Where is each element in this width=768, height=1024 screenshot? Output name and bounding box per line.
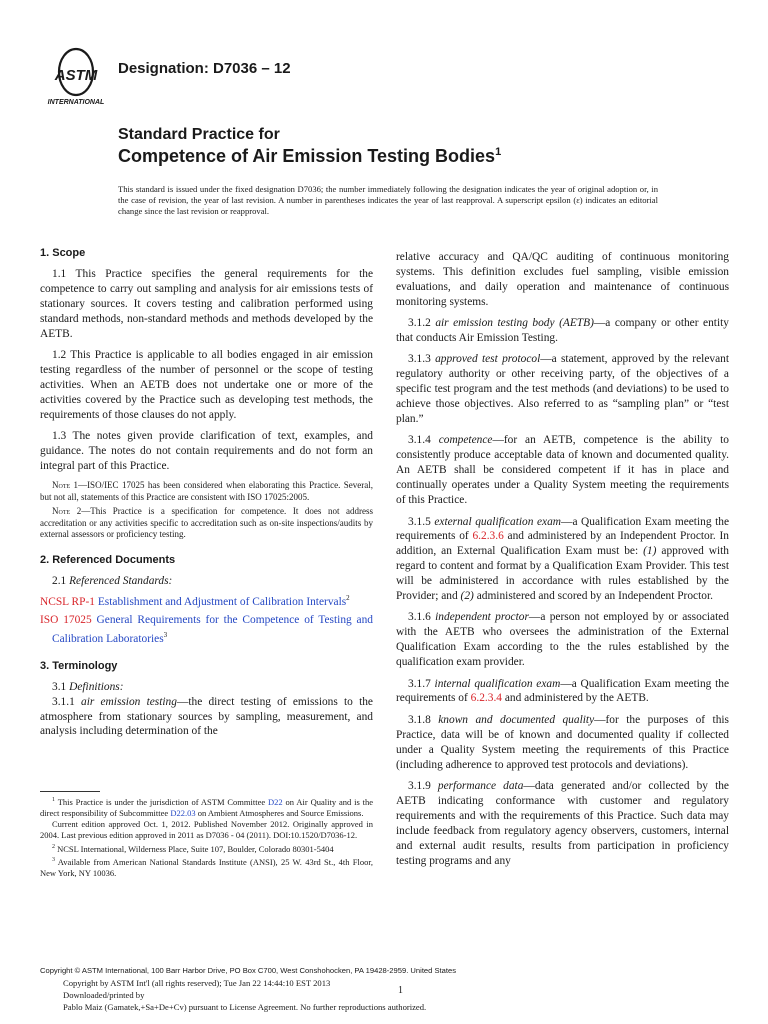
definition-term: air emission testing body (AETB) xyxy=(435,317,594,330)
paragraph-number: 3.1.8 xyxy=(408,713,439,726)
reference-footnote-marker: 3 xyxy=(163,631,168,640)
footnote-marker: 1 xyxy=(52,797,55,803)
paragraph-1-2: 1.2 This Practice is applicable to all bodies engaged in air emission testing regardless of the number of personnel or the scope of testing activities. When an AETB does not undertake one or more of the activities covered by the Practice such as developing test methods, the requirements of those clauses do not apply. xyxy=(40,348,373,421)
paragraph-number: 3.1.3 xyxy=(408,353,436,366)
section-link-6-2-3-4[interactable]: 6.2.3.4 xyxy=(470,692,502,705)
paragraph-2-1 xyxy=(40,574,373,589)
download-line-2: Downloaded/printed by xyxy=(63,989,145,1000)
definition-term: internal qualification exam xyxy=(434,677,561,690)
definition-3-1-4 xyxy=(396,433,729,508)
definition-3-1-9 xyxy=(396,779,729,868)
left-column xyxy=(40,246,373,746)
designation: Designation: D7036 – 12 xyxy=(118,60,291,77)
section-heading-referenced-documents: 2. Referenced Documents xyxy=(40,553,176,566)
definition-text: —a company or other entity that conducts Air Emission Testing. xyxy=(396,317,729,345)
title-line-2 xyxy=(118,146,501,167)
footnote-marker: 3 xyxy=(52,856,55,863)
page-number: 1 xyxy=(398,985,403,996)
definition-text: —data generated and/or collected by the AETB indicating conformance with customer and regulatory requirements and with the requirements of this Practice. Such data may include feedback from regulatory agency observers, customers, internal and external audit results, results from participation in proficiency testing programs and any xyxy=(396,780,729,867)
definition-text: —a Qualification Exam meeting the requirements of xyxy=(396,677,729,705)
reference-footnote-marker: 2 xyxy=(346,593,350,602)
definition-text: administered and scored by an Independent Proctor. xyxy=(473,590,713,603)
definition-3-1-1 xyxy=(40,695,373,740)
definition-text: approved with regard to content and format by a Qualification Exam Provider. This test will be administered in accordance with rules established by the Provider; and xyxy=(396,545,729,603)
footnote-text: on Ambient Atmospheres and Source Emissions. xyxy=(195,808,364,819)
definition-3-1-7 xyxy=(396,677,729,707)
logo-subtext: INTERNATIONAL xyxy=(47,99,105,106)
definition-term: independent proctor xyxy=(435,611,529,624)
footnote-text: This Practice is under the jurisdiction of ASTM Committee xyxy=(55,796,269,807)
title-footnote-marker: 1 xyxy=(495,146,502,158)
paragraph-3-1 xyxy=(40,680,373,695)
definition-text: —a statement, approved by the relevant regulatory authority or other receiving party, of the objectives of a specific test program and the test methods (and deviations) to be used to achieve those objectives. Also referred to as “sampling plan” or “test plan.” xyxy=(396,353,729,426)
definition-3-1-1-continued: relative accuracy and QA/QC auditing of continuous monitoring systems. This definition excludes fuel sampling, visible emission evaluations, and daily operation and maintenance of continuous monitoring systems. xyxy=(396,251,729,308)
right-column xyxy=(396,250,729,875)
paragraph-number: 2.1 xyxy=(52,574,70,587)
subcommittee-link-d22-03[interactable]: D22.03 xyxy=(170,808,196,819)
paragraph-number: 3.1 xyxy=(52,680,70,693)
paragraph-number: 3.1.5 xyxy=(408,515,435,528)
list-marker: (1) xyxy=(643,545,657,558)
section-link-6-2-3-6[interactable]: 6.2.3.6 xyxy=(472,530,504,543)
standard-notice: This standard is issued under the fixed designation D7036; the number immediately following the designation indicates the year of original adoption or, in the case of revision, the year of last revision. A number in parentheses indicates the year of last reapproval. A superscript epsilon (ε) indicates an editorial change since the last revision or reapproval. xyxy=(118,184,658,216)
note-2 xyxy=(40,506,373,541)
definition-3-1-8 xyxy=(396,713,729,773)
note-1-label: Note 1 xyxy=(52,480,79,491)
footnote-2 xyxy=(40,842,373,855)
paragraph-term: Referenced Standards: xyxy=(69,574,173,587)
paragraph-1-1: 1.1 This Practice specifies the general requirements for the competence to carry out sampling and analysis for air emissions tests of stationary sources. It covers testing and calibration performed using standard methods, non-standard methods and methods developed by the AETB. xyxy=(40,267,373,340)
footnote-1 xyxy=(40,795,373,819)
reference-ncsl-rp1 xyxy=(40,591,373,610)
definition-3-1-5 xyxy=(396,515,729,604)
reference-code-link[interactable]: ISO 17025 xyxy=(40,614,92,627)
definition-term: approved test protocol xyxy=(435,353,541,366)
committee-link-d22[interactable]: D22 xyxy=(268,796,283,807)
section-heading-terminology: 3. Terminology xyxy=(40,659,118,672)
note-1 xyxy=(40,480,373,503)
definition-3-1-2 xyxy=(396,316,729,346)
footnote-1-edition: Current edition approved Oct. 1, 2012. Published November 2012. Originally approved in 2004. Last previous edition approved in 2011 as D7036 - 04 (2011). DOI:10.1520/D7036-12. xyxy=(40,819,373,841)
footnote-marker: 2 xyxy=(52,843,55,850)
definition-text: —a Qualification Exam meeting the requirements of xyxy=(396,515,730,543)
list-marker: (2) xyxy=(460,590,474,603)
reference-title-link[interactable]: Establishment and Adjustment of Calibration Intervals xyxy=(97,595,347,608)
definition-3-1-6 xyxy=(396,610,729,670)
footnote-3 xyxy=(40,855,373,879)
astm-logo xyxy=(40,46,112,108)
reference-title-link[interactable]: General Requirements for the Competence of Testing and Calibration Laboratories xyxy=(52,614,373,645)
footnote-text: NCSL International, Wilderness Place, Suite 107, Boulder, Colorado 80301-5404 xyxy=(55,843,334,854)
definition-term: known and documented quality xyxy=(438,713,595,726)
paragraph-number: 3.1.7 xyxy=(408,677,435,690)
title-line-1: Standard Practice for xyxy=(118,126,280,143)
definition-term: performance data xyxy=(437,780,524,792)
paragraph-number: 3.1.1 xyxy=(52,695,81,708)
logo-text: ASTM xyxy=(54,67,98,84)
download-line-3: Pablo Maiz (Gamatek,+Sa+De+Cv) pursuant to License Agreement. No further reproductions authorized. xyxy=(63,1001,427,1012)
definition-text: —the direct testing of emissions to the atmosphere from stationary sources by sampling, measurement, and analysis including determination of the xyxy=(40,695,373,738)
section-heading-scope: 1. Scope xyxy=(40,247,86,259)
download-line-1: Copyright by ASTM Int'l (all rights reserved); Tue Jan 22 14:44:10 EST 2013 xyxy=(63,978,331,988)
paragraph-number: 3.1.4 xyxy=(408,434,439,447)
footnote-text: on Air Quality and is the direct responsibility of Subcommittee xyxy=(40,796,373,819)
note-2-text: —This Practice is a specification for competence. It does not address accreditation or any activities specific to accreditation such as on-site inspections/audits by external assessors or proficiency testing. xyxy=(40,506,373,540)
definition-text: —a person not employed by or associated with the AETB who oversees the administration of the External Qualification Exam according to the the rules established by the qualification exam provider. xyxy=(396,611,730,669)
definition-term: air emission testing xyxy=(81,695,177,708)
footnotes xyxy=(40,795,373,879)
definition-term: competence xyxy=(438,434,493,447)
definition-3-1-3 xyxy=(396,352,729,427)
definition-text: and administered by an Independent Proctor. In addition, an External Qualification Exam must be: xyxy=(396,530,729,558)
download-info xyxy=(63,978,483,1013)
reference-code-link[interactable]: NCSL RP-1 xyxy=(40,595,95,608)
paragraph-number: 3.1.2 xyxy=(408,317,436,330)
definition-text: —for an AETB, competence is the ability to consistently produce acceptable data of known and documented quality. An AETB shall be considered competent if it has in place and continually operates under a Quality System meeting the requirements of this Practice. xyxy=(396,434,729,507)
definition-term: external qualification exam xyxy=(434,515,562,528)
note-1-text: —ISO/IEC 17025 has been considered when elaborating this Practice. Several, but not all, statements of this Practice are consistent with ISO 17025:2005. xyxy=(40,480,373,502)
definition-text: and administered by the AETB. xyxy=(501,692,649,705)
paragraph-term: Definitions: xyxy=(69,680,124,693)
footnote-divider xyxy=(40,791,100,792)
reference-iso-17025 xyxy=(40,613,373,647)
footnote-text: Available from American National Standards Institute (ANSI), 25 W. 43rd St., 4th Floor, New York, NY 10036. xyxy=(40,856,373,878)
paragraph-number: 3.1.9 xyxy=(408,780,438,792)
paragraph-number: 3.1.6 xyxy=(408,611,436,624)
note-2-label: Note 2 xyxy=(52,506,82,517)
definition-text: —for the purposes of this Practice, data will be of known and documented quality if collected under a Quality System meeting the requirements of this Practice (including adherence to approved test protocols and deviations). xyxy=(396,713,729,771)
title-text: Competence of Air Emission Testing Bodies xyxy=(118,146,496,166)
copyright-line: Copyright © ASTM International, 100 Barr Harbor Drive, PO Box C700, West Conshohocken, PA 19428-2959. United States xyxy=(40,966,457,975)
paragraph-1-3: 1.3 The notes given provide clarification of text, examples, and guidance. The notes do not contain requirements and do not form an integral part of this Practice. xyxy=(40,429,373,472)
